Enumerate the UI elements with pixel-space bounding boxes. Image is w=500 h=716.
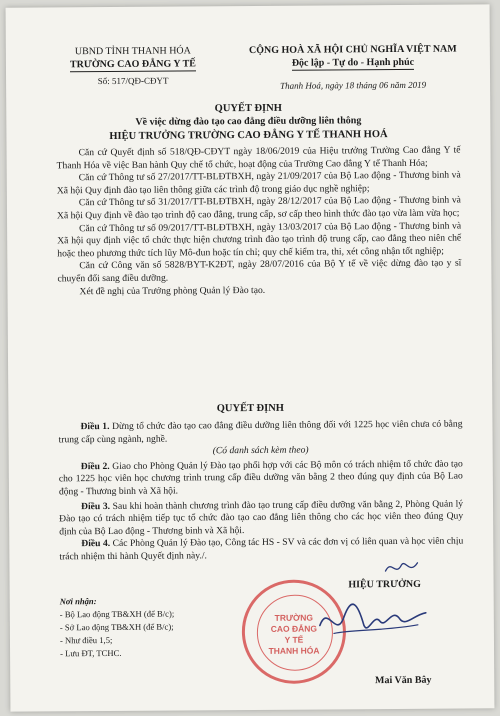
- article-1: [58, 419, 462, 447]
- document-subject: Về việc dừng đào tạo cao đẳng điều dưỡng liên thông: [135, 115, 362, 128]
- preamble-paragraph: Căn cứ Thông tư số 09/2017/TT-BLĐTBXH, ngày 13/03/2017 của Bộ Lao động - Thương binh và Xã hội quy định việc tổ chức thực hiện chương trình đào tạo trình độ trung cấp, cao đẳng theo niên chế hoặc theo phương thức tích lũy Mô-đun hoặc tín chỉ; quy chế kiểm tra, thi, xét công nhận tốt nghiệp;: [57, 220, 462, 260]
- recipients-heading: Nơi nhận:: [59, 596, 97, 607]
- decision-heading: QUYẾT ĐỊNH: [216, 402, 284, 415]
- handwritten-initials: [381, 557, 421, 579]
- article-label: Điều 4.: [81, 538, 111, 550]
- national-title: CỘNG HOÀ XÃ HỘI CHỦ NGHĨA VIỆT NAM: [248, 43, 457, 56]
- article-3: [59, 498, 463, 539]
- issuing-school-name: TRƯỜNG CAO ĐẲNG Y TẾ: [69, 58, 196, 71]
- preamble-paragraph: Căn cứ Quyết định số 518/QĐ-CĐYT ngày 18/06/2019 của Hiệu trưởng Trường Cao đẳng Y tế Thanh Hóa về việc Ban hành Quy chế tổ chức, hoạt động của Trường Cao đẳng Y tế Thanh Hóa;: [56, 144, 461, 171]
- seal-line: Y TẾ: [284, 634, 304, 645]
- signer-name: Mai Văn Bây: [374, 674, 432, 687]
- preamble-paragraph: Căn cứ Thông tư số 27/2017/TT-BLĐTBXH, ngày 21/09/2017 của Bộ Lao động - Thương binh và Xã hội Quy định đào tạo liên thông giữa các trình độ trong giáo dục nghề nghiệp;: [56, 169, 461, 197]
- place-date: Thanh Hoá, ngày 18 tháng 06 năm 2019: [280, 79, 427, 91]
- issuing-school: [58, 57, 208, 72]
- article-label: Điều 3.: [80, 500, 111, 512]
- national-motto-text: Độc lập - Tự do - Hạnh phúc: [291, 56, 415, 69]
- article-2: [59, 458, 463, 499]
- article-text: Dừng tổ chức đào tạo cao đẳng điều dưỡng liên thông đối với 1225 học viên chưa có bằng trung cấp cùng ngành, nghề.: [58, 418, 463, 445]
- preamble-paragraph: Căn cứ Công văn số 5828/BYT-K2ĐT, ngày 28/07/2016 của Bộ Y tế về việc dừng đào tạo y sĩ chuyển đổi sang điều dưỡng.: [57, 257, 462, 285]
- recipient-item: - Sở Lao động TB&XH (để B/c);: [59, 621, 174, 633]
- recipients-heading-text: Nơi nhận: [59, 596, 94, 607]
- issuing-authority: UBND TỈNH THANH HÓA: [74, 45, 191, 58]
- preamble-paragraph: Xét đề nghị của Trưởng phòng Quản lý Đào tạo.: [79, 284, 266, 297]
- document-title: QUYẾT ĐỊNH: [214, 102, 282, 115]
- seal-line: CAO ĐẲNG: [270, 623, 318, 634]
- seal-line: THANH HÓA: [268, 645, 320, 656]
- recipient-item: - Bộ Lao động TB&XH (để B/c);: [59, 608, 175, 620]
- article-label: Điều 2.: [80, 460, 110, 472]
- recipient-item: - Như điều 1,5;: [59, 634, 113, 646]
- document-page: [6, 4, 495, 711]
- article-label: Điều 1.: [80, 420, 110, 433]
- national-motto: [228, 55, 478, 71]
- recipient-item: - Lưu ĐT, TCHC.: [60, 647, 122, 659]
- recipients: [60, 594, 240, 660]
- issuing-authority-title: HIỆU TRƯỞNG TRƯỜNG CAO ĐẲNG Y TẾ THANH HOÁ: [109, 129, 388, 142]
- preamble-paragraph: Căn cứ Thông tư số 31/2017/TT-BLĐTBXH, ngày 28/12/2017 của Bộ Lao động - Thương binh và Xã hội Quy định về đào tạo trình độ cao đẳng, trung cấp, sơ cấp theo hình thức đào tạo vừa làm vừa học;: [56, 194, 461, 222]
- signer-title: HIỆU TRƯỞNG: [348, 578, 421, 591]
- article-text: Sau khi hoàn thành chương trình đào tạo trung cấp điều dưỡng văn bằng 2, Phòng Quản lý Đào tạo có trách nhiệm tiếp tục tổ chức đào tạo cao đẳng liên thông cho các học viên theo đúng Quy định của Bộ Lao động - Thương binh và Xã hội.: [59, 498, 464, 538]
- seal-line: TRƯỜNG: [274, 612, 314, 623]
- handwritten-signature: [314, 595, 434, 646]
- document-number: Số: 517/QĐ-CĐYT: [97, 75, 169, 87]
- attachment-note: (Có danh sách kèm theo): [212, 444, 309, 457]
- preamble: [57, 145, 462, 299]
- articles: [58, 419, 463, 564]
- article-text: Các Phòng Quản lý Đào tạo, Công tác HS - SV và các đơn vị có liên quan và học viên chịu trách nhiệm thi hành Quyết định này./.: [59, 535, 464, 563]
- article-text: Giao cho Phòng Quản lý Đào tạo phối hợp với các Bộ môn có trách nhiệm tổ chức đào tạo cho 1225 học viên học chương trình trung cấp điều dưỡng văn bằng 2 theo đúng quy định của Bộ Lao động - Thương binh và Xã hội.: [58, 458, 463, 498]
